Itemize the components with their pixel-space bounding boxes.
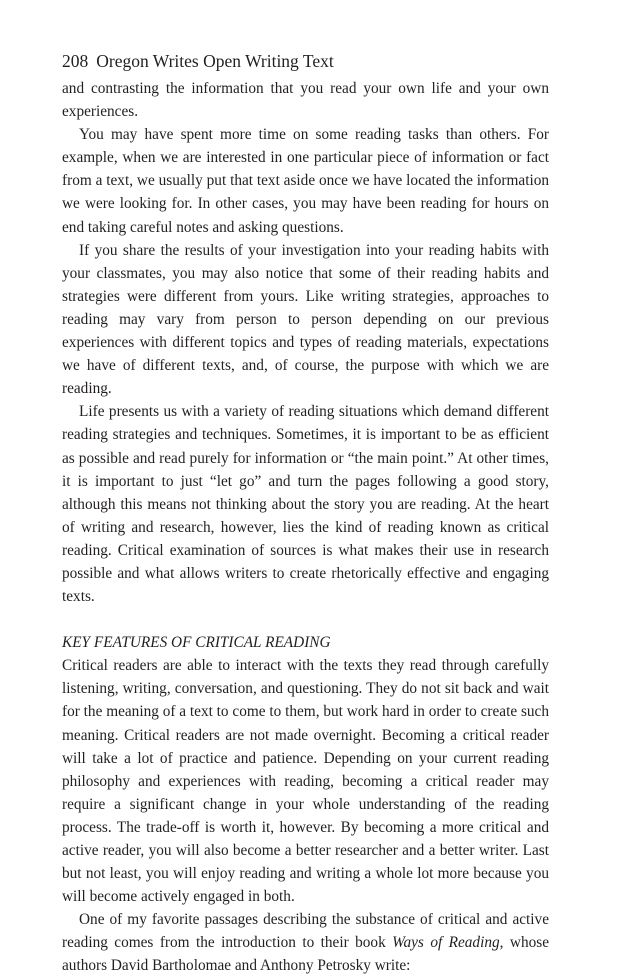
body-paragraph bbox=[62, 908, 549, 977]
body-paragraph: Life presents us with a variety of reading situations which demand different reading strategies and techniques. Sometimes, it is important to be as efficient as possible and read purely for information or “the main point.” At other times, it is important to just “let go” and turn the pages following a good story, although this means not thinking about the story you are reading. At the heart of writing and research, however, lies the kind of reading known as critical reading. Critical examination of sources is what makes their use in research possible and what allows writers to create rhetorically effective and engaging texts. bbox=[62, 403, 549, 606]
paragraph-text: , whose authors David Bartholomae and Anthony Petrosky write: bbox=[62, 934, 549, 975]
body-paragraph: You may have spent more time on some reading tasks than others. For example, when we are interested in one particular piece of information or fact from a text, we usually put that text aside once we have located the information we were looking for. In other cases, you may have been reading for hours on end taking careful notes and asking questions. bbox=[62, 126, 549, 236]
book-title: Ways of Reading bbox=[392, 934, 500, 952]
running-title: Oregon Writes Open Writing Text bbox=[96, 51, 334, 71]
body-paragraph: Critical readers are able to interact with the texts they read through carefully listening, writing, conversation, and questioning. They do not sit back and wait for the meaning of a text to come to them, but work hard in order to create such meaning. Critical readers are not made overnight. Becoming a critical reader will take a lot of practice and patience. Depending on your current reading philosophy and experiences with reading, becoming a critical reader may require a significant change in your whole understanding of the reading process. The trade-off is worth it, however. By becoming a more critical and active reader, you will also become a better researcher and a better writer. Last but not least, you will enjoy reading and writing a whole lot more because you will become actively engaged in both. bbox=[62, 657, 549, 906]
paragraph-text: One of my favorite passages describing the substance of critical and active reading comes from the introduction to their book bbox=[62, 911, 549, 952]
body-paragraph: and contrasting the information that you read your own life and your own experiences. bbox=[62, 80, 549, 121]
page-number: 208 bbox=[62, 51, 89, 71]
book-page bbox=[62, 48, 549, 978]
running-header bbox=[62, 48, 549, 74]
body-paragraph: If you share the results of your investigation into your reading habits with your classmates, you may also notice that some of their reading habits and strategies were different from yours. Like writing strategies, approaches to reading may vary from person to person depending on our previous experiences with different topics and types of reading materials, expectations we have of different texts, and, of course, the purpose with which we are reading. bbox=[62, 241, 549, 398]
section-heading: KEY FEATURES OF CRITICAL READING bbox=[62, 634, 331, 652]
